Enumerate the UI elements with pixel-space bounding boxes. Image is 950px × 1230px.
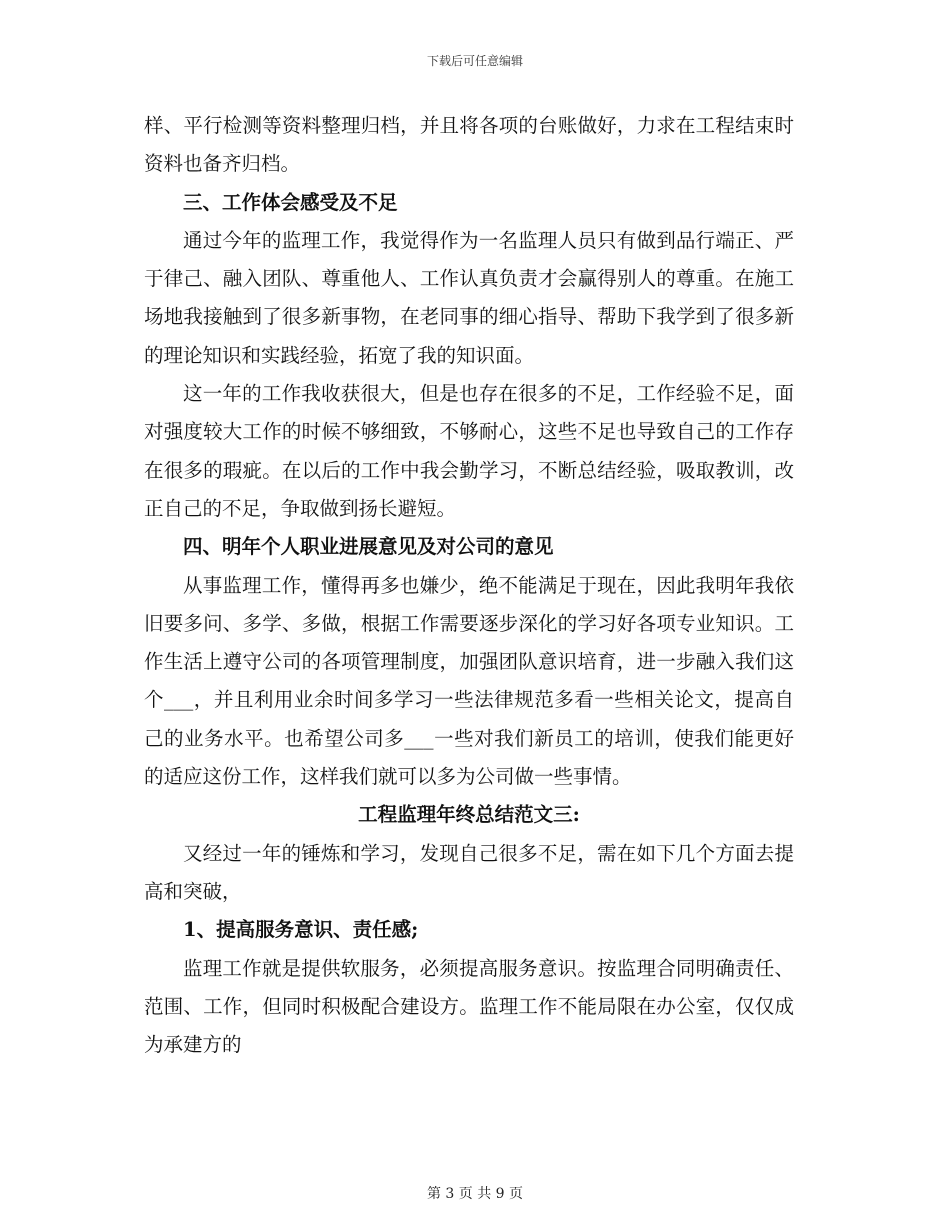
- paragraph-service: 监理工作就是提供软服务，必须提高服务意识。按监理合同明确责任、范围、工作，但同时积极配合建设方。监理工作不能局限在办公室，仅仅成为承建方的: [144, 956, 794, 1057]
- paragraph-shortcomings: 这一年的工作我收获很大，但是也存在很多的不足，工作经验不足，面对强度较大工作的时候不够细致，不够耐心，这些不足也导致自己的工作存在很多的瑕疵。在以后的工作中我会勤学习，不断总结经验，吸取教训，改正自己的不足，争取做到扬长避短。: [144, 382, 794, 520]
- document-body: [144, 107, 794, 1064]
- page-number: 第 3 页 共 9 页: [426, 1186, 524, 1202]
- paragraph-continuation: 样、平行检测等资料整理归档，并且将各项的台账做好，力求在工程结束时资料也备齐归档。: [144, 114, 794, 176]
- paragraph-experience: 通过今年的监理工作，我觉得作为一名监理人员只有做到品行端正、严于律己、融入团队、尊重他人、工作认真负责才会赢得别人的尊重。在施工场地我接触到了很多新事物，在老同事的细心指导、帮助下我学到了很多新的理论知识和实践经验，拓宽了我的知识面。: [144, 228, 794, 367]
- section-heading-four: 四、明年个人职业进展意见及对公司的意见: [183, 535, 554, 559]
- section-heading-three: 三、工作体会感受及不足: [183, 190, 398, 214]
- page-header-note: 下载后可任意编辑: [426, 54, 523, 68]
- subheading-service-awareness: 1、提高服务意识、责任感;: [183, 918, 419, 942]
- paragraph-next-year: 从事监理工作，懂得再多也嫌少，绝不能满足于现在，因此我明年我依旧要多问、多学、多做，根据工作需要逐步深化的学习好各项专业知识。工作生活上遵守公司的各项管理制度，加强团队意识培育，进一步融入我们这个___，并且利用业余时间多学习一些法律规范多看一些相关论文，提高自己的业务水平。也希望公司多___一些对我们新员工的培训，使我们能更好的适应这份工作，这样我们就可以多为公司做一些事情。: [144, 573, 794, 789]
- paragraph-intro-three: 又经过一年的锤炼和学习，发现自己很多不足，需在如下几个方面去提高和突破，: [144, 841, 794, 903]
- sample-title-three: 工程监理年终总结范文三:: [358, 803, 580, 827]
